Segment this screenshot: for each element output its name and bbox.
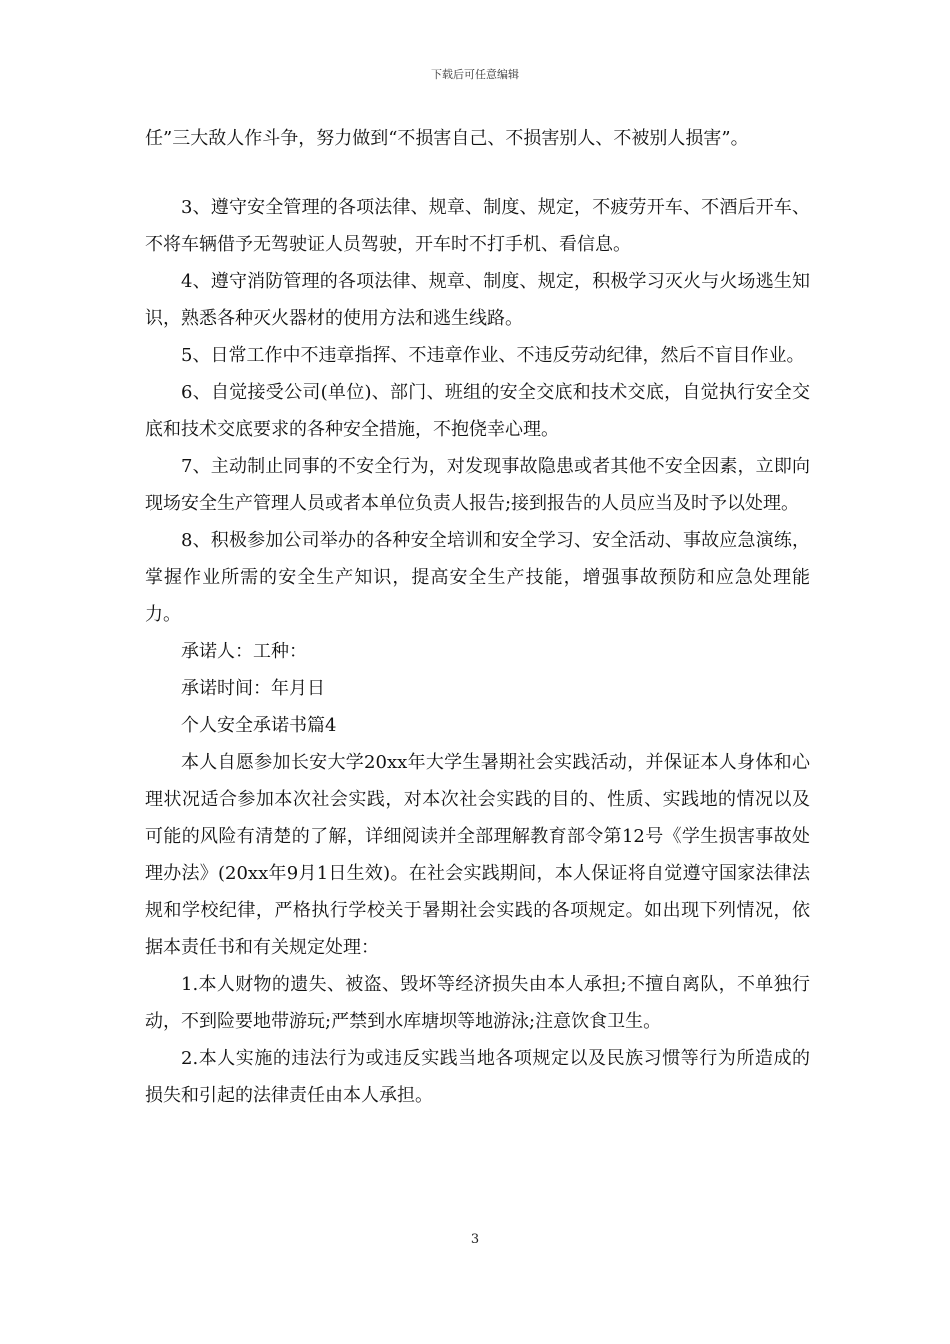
paragraph-item-6: 6、自觉接受公司(单位)、部门、班组的安全交底和技术交底，自觉执行安全交底和技术交底要求的各种安全措施，不抱侥幸心理。: [145, 382, 810, 440]
paragraph-continuation: 任”三大敌人作斗争，努力做到“不损害自己、不损害别人、不被别人损害”。: [145, 128, 749, 149]
paragraph-item-4: 4、遵守消防管理的各项法律、规章、制度、规定，积极学习灭火与火场逃生知识，熟悉各种灭火器材的使用方法和逃生线路。: [145, 271, 810, 329]
date-line: 承诺时间：年月日: [181, 678, 325, 699]
paragraph-rule-1: 1.本人财物的遗失、被盗、毁坏等经济损失由本人承担;不擅自离队，不单独行动，不到险要地带游玩;严禁到水库塘坝等地游泳;注意饮食卫生。: [145, 974, 810, 1032]
document-body: [145, 120, 810, 1114]
page-header: 下载后可任意编辑: [431, 68, 519, 81]
paragraph-item-7: 7、主动制止同事的不安全行为，对发现事故隐患或者其他不安全因素，立即向现场安全生产管理人员或者本单位负责人报告;接到报告的人员应当及时予以处理。: [145, 456, 810, 514]
page-number: 3: [470, 1232, 480, 1247]
paragraph-item-5: 5、日常工作中不违章指挥、不违章作业、不违反劳动纪律，然后不盲目作业。: [181, 345, 805, 366]
section-heading: 个人安全承诺书篇4: [181, 715, 337, 736]
signatory-line: 承诺人：工种：: [181, 641, 307, 662]
paragraph-rule-2: 2.本人实施的违法行为或违反实践当地各项规定以及民族习惯等行为所造成的损失和引起的法律责任由本人承担。: [145, 1048, 810, 1106]
paragraph-item-3: 3、遵守安全管理的各项法律、规章、制度、规定，不疲劳开车、不酒后开车、不将车辆借予无驾驶证人员驾驶，开车时不打手机、看信息。: [145, 197, 810, 255]
paragraph-intro: 本人自愿参加长安大学20xx年大学生暑期社会实践活动，并保证本人身体和心理状况适合参加本次社会实践，对本次社会实践的目的、性质、实践地的情况以及可能的风险有清楚的了解，详细阅读并全部理解教育部令第12号《学生损害事故处理办法》(20xx年9月1日生效)。在社会实践期间，本人保证将自觉遵守国家法律法规和学校纪律，严格执行学校关于暑期社会实践的各项规定。如出现下列情况，依据本责任书和有关规定处理：: [145, 752, 810, 958]
paragraph-item-8: 8、积极参加公司举办的各种安全培训和安全学习、安全活动、事故应急演练，掌握作业所需的安全生产知识，提高安全生产技能，增强事故预防和应急处理能力。: [145, 530, 810, 625]
